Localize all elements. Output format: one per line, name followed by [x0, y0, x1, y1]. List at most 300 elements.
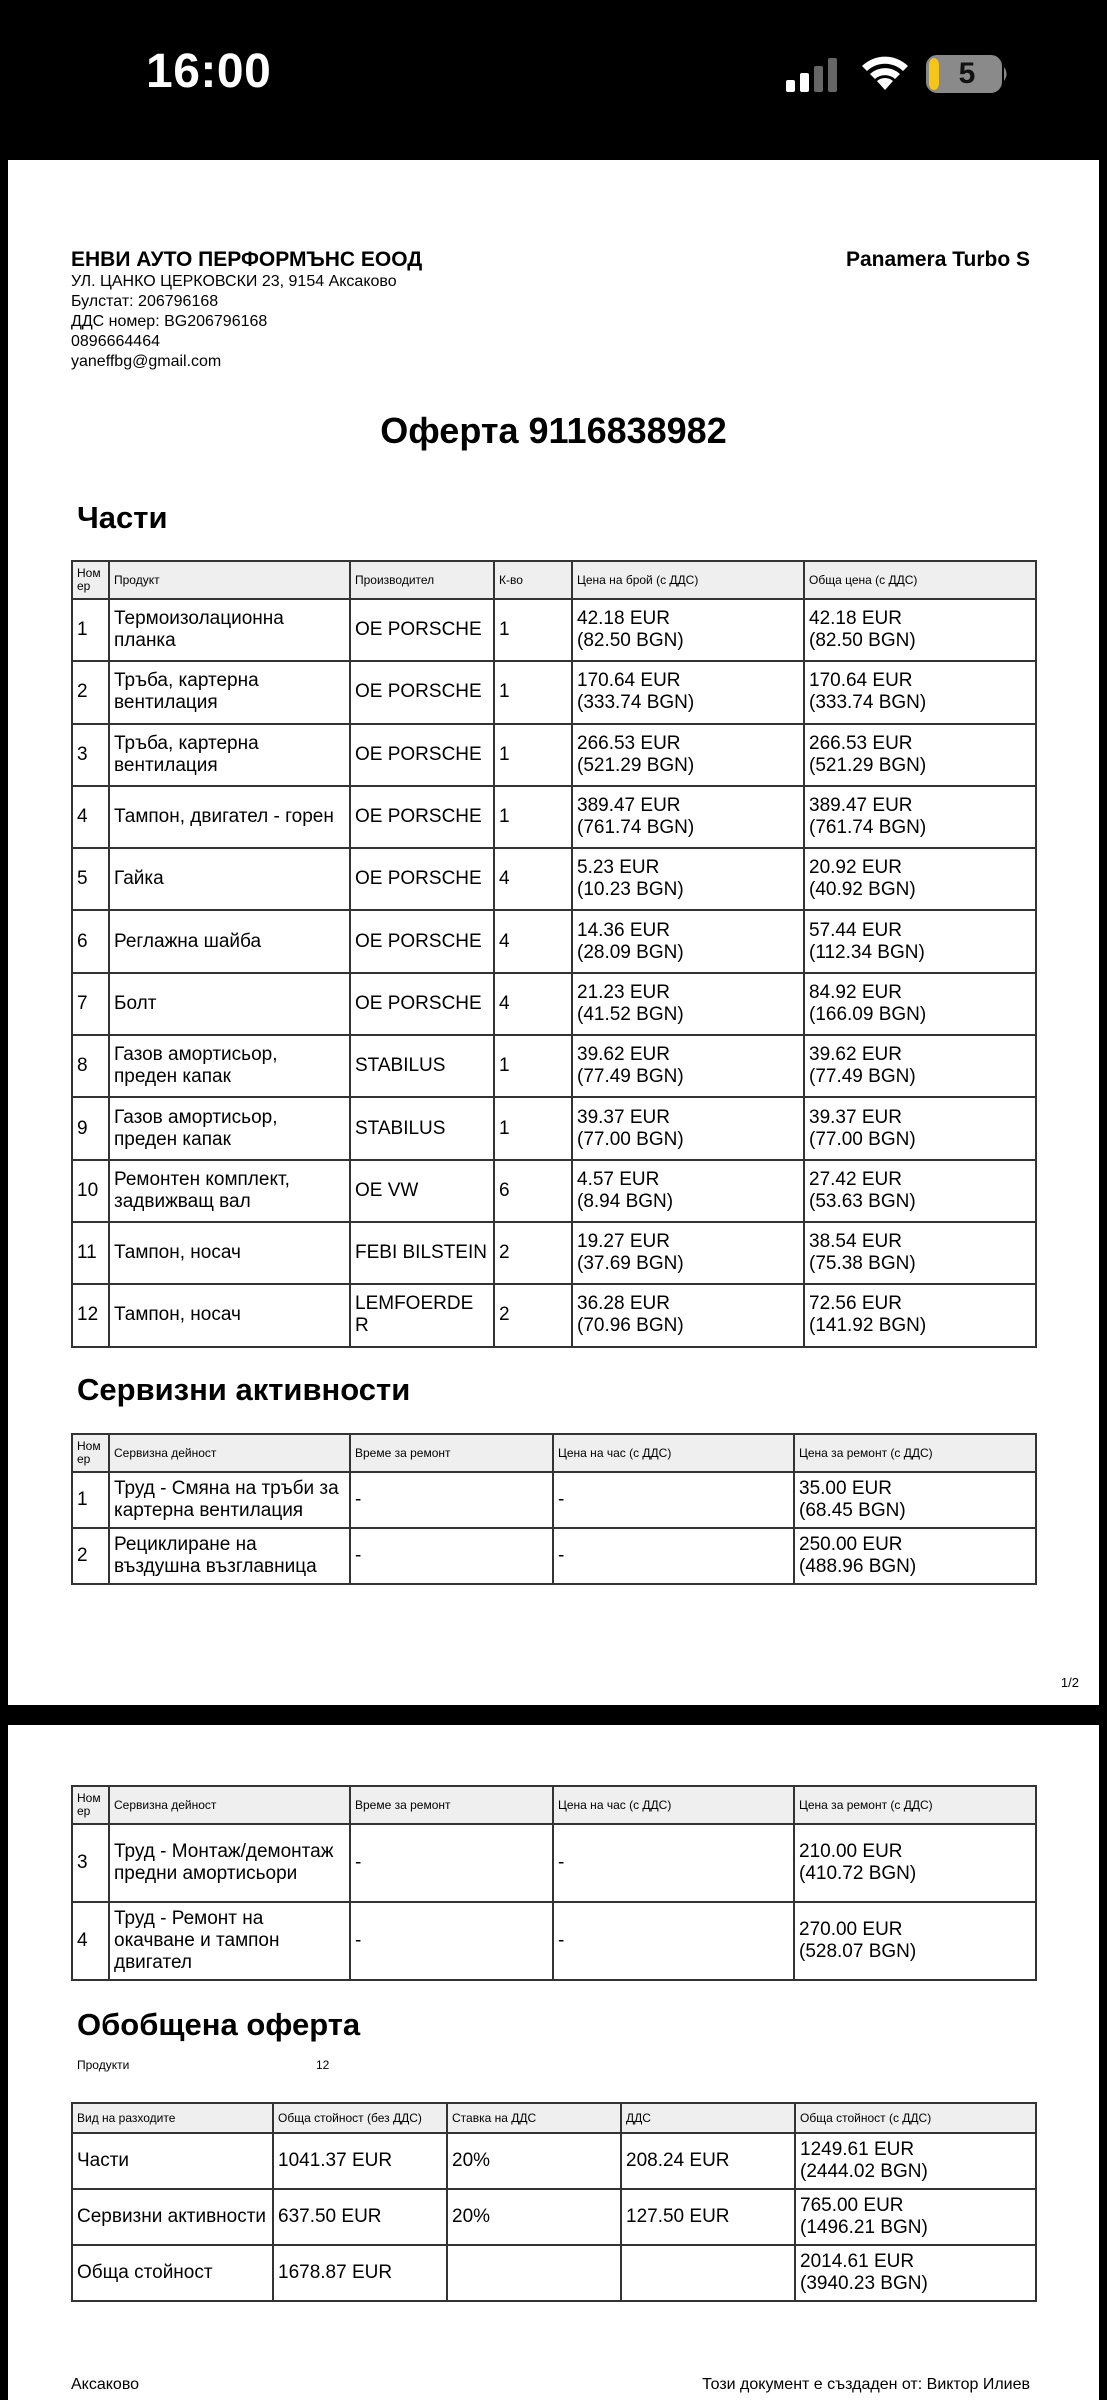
- vat-rate-text: 20%: [452, 2150, 491, 2171]
- quantity: [494, 724, 572, 786]
- product-name-text: Реглажна шайба: [114, 930, 262, 952]
- unit-price: [572, 1035, 804, 1097]
- quantity-text: 2: [499, 1304, 510, 1326]
- table-row: [72, 2245, 1036, 2301]
- hourly-rate: [553, 1528, 794, 1584]
- quantity-text: 4: [499, 868, 510, 890]
- total-price: [804, 1097, 1036, 1159]
- total-price-text: 72.56 EUR: [809, 1293, 902, 1315]
- company-phone: 0896664464: [71, 333, 160, 350]
- manufacturer-text: OE PORSCHE: [355, 868, 482, 890]
- unit-price-text: (77.49 BGN): [577, 1066, 684, 1088]
- product-name: [109, 599, 350, 661]
- repair-price-text: (528.07 BGN): [799, 1941, 917, 1962]
- repair-price: [794, 1472, 1036, 1528]
- repair-time: [350, 1472, 553, 1528]
- product-name-text: Гайка: [114, 868, 164, 890]
- table-row: [72, 1902, 1036, 1980]
- quantity-text: 4: [499, 992, 510, 1014]
- total-price: [804, 661, 1036, 723]
- repair-price-text: 35.00 EUR: [799, 1478, 892, 1499]
- manufacturer: [350, 661, 494, 723]
- total-price-text: (112.34 BGN): [809, 941, 925, 963]
- total-price: [804, 973, 1036, 1035]
- service-activity: [109, 1528, 350, 1584]
- net-total-text: 1678.87 EUR: [278, 2262, 393, 2283]
- total-price-text: 27.42 EUR: [809, 1168, 902, 1190]
- hourly-rate-text: -: [558, 1852, 565, 1873]
- product-name: [109, 910, 350, 972]
- header-number: Ном ер: [72, 561, 109, 599]
- product-name-text: Тампон, носач: [114, 1304, 241, 1326]
- table-row: [72, 848, 1036, 910]
- services-header-row: [72, 1786, 1036, 1824]
- product-name-text: Болт: [114, 992, 157, 1014]
- product-name: [109, 973, 350, 1035]
- manufacturer: [350, 1097, 494, 1159]
- summary-table: [71, 2102, 1037, 2302]
- row-number-text: 4: [77, 1930, 88, 1951]
- repair-price-text: (410.72 BGN): [799, 1863, 917, 1884]
- gross-total-text: (2444.02 BGN): [800, 2161, 928, 2182]
- total-price-text: (761.74 BGN): [809, 817, 927, 839]
- quantity: [494, 1035, 572, 1097]
- gross-total-text: (1496.21 BGN): [800, 2217, 928, 2238]
- unit-price-text: (77.00 BGN): [577, 1128, 684, 1150]
- product-name: [109, 1035, 350, 1097]
- hourly-rate: [553, 1472, 794, 1528]
- gross-total-text: (3940.23 BGN): [800, 2273, 928, 2294]
- service-activity-text: Труд - Монтаж/демонтаж предни амортисьори: [114, 1841, 334, 1884]
- total-price-text: (75.38 BGN): [809, 1253, 916, 1275]
- unit-price-text: 42.18 EUR: [577, 608, 670, 630]
- vat-amount: [621, 2189, 795, 2245]
- product-name: [109, 1284, 350, 1346]
- company-bulstat: Булстат: 206796168: [71, 293, 219, 310]
- manufacturer: [350, 1035, 494, 1097]
- summary-header-row: [72, 2103, 1036, 2133]
- repair-time-text: -: [355, 1852, 362, 1873]
- manufacturer: [350, 786, 494, 848]
- net-total-text: 637.50 EUR: [278, 2206, 382, 2227]
- net-total: [273, 2189, 447, 2245]
- repair-price-text: (68.45 BGN): [799, 1500, 906, 1521]
- manufacturer-text: OE VW: [355, 1179, 419, 1201]
- header-number: Ном ер: [72, 1434, 109, 1472]
- unit-price-text: 39.62 EUR: [577, 1044, 670, 1066]
- vat-amount-text: 208.24 EUR: [626, 2150, 730, 2171]
- table-row: [72, 1097, 1036, 1159]
- manufacturer: [350, 910, 494, 972]
- gross-total: [795, 2245, 1036, 2301]
- table-row: [72, 910, 1036, 972]
- total-price: [804, 910, 1036, 972]
- row-number-text: 7: [77, 992, 88, 1014]
- service-activity-text: Труд - Смяна на тръби за картерна вентилация: [114, 1478, 339, 1521]
- quantity: [494, 973, 572, 1035]
- repair-price: [794, 1902, 1036, 1980]
- row-number: [72, 1824, 109, 1902]
- header-activity: Сервизна дейност: [109, 1434, 350, 1472]
- hourly-rate: [553, 1824, 794, 1902]
- quantity-text: 4: [499, 930, 510, 952]
- product-name: [109, 1222, 350, 1284]
- manufacturer-text: OE PORSCHE: [355, 743, 482, 765]
- product-name-text: Газов амортисьор, преден капак: [114, 1044, 278, 1088]
- header-quantity: К-во: [494, 561, 572, 599]
- products-label: Продукти: [77, 2058, 130, 2072]
- cost-type: [72, 2133, 273, 2189]
- company-address: УЛ. ЦАНКО ЦЕРКОВСКИ 23, 9154 Аксаково: [71, 273, 397, 290]
- header-net-total: Обща стойност (без ДДС): [273, 2103, 447, 2133]
- header-cost-type: Вид на разходите: [72, 2103, 273, 2133]
- repair-price-text: 210.00 EUR: [799, 1841, 903, 1862]
- product-name-text: Тръба, картерна вентилация: [114, 732, 259, 776]
- row-number: [72, 786, 109, 848]
- header-product: Продукт: [109, 561, 350, 599]
- vehicle-model: Panamera Turbo S: [846, 248, 1030, 271]
- battery-level: 5: [958, 57, 976, 90]
- quantity-text: 1: [499, 681, 510, 703]
- page-number: 1/2: [1060, 1675, 1079, 1690]
- repair-price-text: 250.00 EUR: [799, 1534, 903, 1555]
- cost-type-text: Части: [77, 2150, 130, 2171]
- header-hourly-rate: Цена на час (с ДДС): [553, 1786, 794, 1824]
- total-price-text: (333.74 BGN): [809, 692, 927, 714]
- gross-total-text: 1249.61 EUR: [800, 2139, 915, 2160]
- product-name-text: Тампон, носач: [114, 1242, 241, 1264]
- unit-price-text: (41.52 BGN): [577, 1003, 684, 1025]
- unit-price-text: 5.23 EUR: [577, 857, 660, 879]
- product-name: [109, 1160, 350, 1222]
- total-price: [804, 1035, 1036, 1097]
- unit-price-text: (521.29 BGN): [577, 754, 695, 776]
- row-number: [72, 1528, 109, 1584]
- status-bar: [0, 0, 1107, 160]
- row-number-text: 3: [77, 1852, 88, 1873]
- vat-rate-text: 20%: [452, 2206, 491, 2227]
- services-table: [71, 1433, 1037, 1585]
- services-section-title: Сервизни активности: [77, 1372, 411, 1407]
- quantity: [494, 1284, 572, 1346]
- product-name-text: Ремонтен комплект, задвижващ вал: [114, 1168, 290, 1212]
- repair-time: [350, 1902, 553, 1980]
- cost-type: [72, 2189, 273, 2245]
- repair-time-text: -: [355, 1930, 362, 1951]
- total-price-text: (166.09 BGN): [809, 1003, 927, 1025]
- gross-total: [795, 2133, 1036, 2189]
- row-number-text: 5: [77, 868, 88, 890]
- product-name: [109, 786, 350, 848]
- services-header-row: [72, 1434, 1036, 1472]
- table-row: [72, 1528, 1036, 1584]
- row-number: [72, 1222, 109, 1284]
- unit-price-text: (70.96 BGN): [577, 1315, 684, 1337]
- row-number: [72, 910, 109, 972]
- document-page-2: [8, 1725, 1099, 2400]
- vat-rate: [447, 2189, 621, 2245]
- service-activity-text: Труд - Ремонт на окачване и тампон двигател: [114, 1908, 280, 1973]
- total-price-text: (53.63 BGN): [809, 1190, 916, 1212]
- total-price-text: 42.18 EUR: [809, 608, 902, 630]
- footer-created-by: Този документ е създаден от: Виктор Илиев: [702, 2376, 1030, 2393]
- total-price-text: (141.92 BGN): [809, 1315, 927, 1337]
- header-total-price: Обща цена (с ДДС): [804, 561, 1036, 599]
- row-number: [72, 661, 109, 723]
- company-name: ЕНВИ АУТО ПЕРФОРМЪНС ЕООД: [71, 248, 423, 271]
- manufacturer: [350, 1160, 494, 1222]
- row-number-text: 4: [77, 806, 88, 828]
- header-activity: Сервизна дейност: [109, 1786, 350, 1824]
- unit-price: [572, 661, 804, 723]
- product-name-text: Термоизолационна планка: [114, 608, 284, 652]
- header-gross-total: Обща стойност (с ДДС): [795, 2103, 1036, 2133]
- unit-price: [572, 848, 804, 910]
- unit-price-text: 14.36 EUR: [577, 919, 670, 941]
- cost-type: [72, 2245, 273, 2301]
- row-number: [72, 1160, 109, 1222]
- row-number: [72, 599, 109, 661]
- header-repair-time: Време за ремонт: [350, 1434, 553, 1472]
- total-price-text: 57.44 EUR: [809, 919, 902, 941]
- table-row: [72, 661, 1036, 723]
- unit-price: [572, 1160, 804, 1222]
- gross-total-text: 765.00 EUR: [800, 2195, 904, 2216]
- repair-time-text: -: [355, 1489, 362, 1510]
- header-repair-price: Цена за ремонт (с ДДС): [794, 1786, 1036, 1824]
- quantity: [494, 848, 572, 910]
- quantity-text: 1: [499, 1117, 510, 1139]
- total-price-text: (40.92 BGN): [809, 879, 916, 901]
- manufacturer-text: OE PORSCHE: [355, 619, 482, 641]
- cellular-signal-icon: [784, 58, 844, 92]
- document-page-1: [8, 160, 1099, 1705]
- product-name-text: Тампон, двигател - горен: [114, 806, 334, 828]
- quantity: [494, 1222, 572, 1284]
- quantity-text: 1: [499, 619, 510, 641]
- total-price-text: 20.92 EUR: [809, 857, 902, 879]
- header-manufacturer: Производител: [350, 561, 494, 599]
- unit-price-text: (10.23 BGN): [577, 879, 684, 901]
- manufacturer-text: OE PORSCHE: [355, 992, 482, 1014]
- table-row: [72, 973, 1036, 1035]
- row-number: [72, 724, 109, 786]
- unit-price-text: 4.57 EUR: [577, 1168, 660, 1190]
- row-number-text: 1: [77, 619, 88, 641]
- unit-price: [572, 1284, 804, 1346]
- product-name-text: Тръба, картерна вентилация: [114, 670, 259, 714]
- vat-amount: [621, 2245, 795, 2301]
- header-repair-price: Цена за ремонт (с ДДС): [794, 1434, 1036, 1472]
- vat-amount-text: 127.50 EUR: [626, 2206, 730, 2227]
- table-row: [72, 786, 1036, 848]
- row-number: [72, 1284, 109, 1346]
- table-row: [72, 1824, 1036, 1902]
- row-number: [72, 1035, 109, 1097]
- product-name: [109, 1097, 350, 1159]
- row-number-text: 1: [77, 1489, 88, 1510]
- row-number-text: 12: [77, 1304, 99, 1326]
- row-number-text: 6: [77, 930, 88, 952]
- gross-total-text: 2014.61 EUR: [800, 2251, 915, 2272]
- table-row: [72, 1472, 1036, 1528]
- total-price: [804, 1160, 1036, 1222]
- row-number-text: 2: [77, 681, 88, 703]
- product-name-text: Газов амортисьор, преден капак: [114, 1106, 278, 1150]
- quantity: [494, 910, 572, 972]
- header-hourly-rate: Цена на час (с ДДС): [553, 1434, 794, 1472]
- footer-place: Аксаково: [71, 2376, 140, 2393]
- row-number: [72, 973, 109, 1035]
- vat-rate: [447, 2245, 621, 2301]
- product-name: [109, 724, 350, 786]
- unit-price-text: (28.09 BGN): [577, 941, 684, 963]
- unit-price-text: (761.74 BGN): [577, 817, 695, 839]
- cost-type-text: Обща стойност: [77, 2262, 213, 2283]
- total-price-text: (77.49 BGN): [809, 1066, 916, 1088]
- service-activity: [109, 1472, 350, 1528]
- unit-price-text: 21.23 EUR: [577, 981, 670, 1003]
- unit-price: [572, 724, 804, 786]
- row-number: [72, 1097, 109, 1159]
- manufacturer: [350, 599, 494, 661]
- services-table-continued: [71, 1785, 1037, 1981]
- unit-price: [572, 599, 804, 661]
- header-number: Ном ер: [72, 1786, 109, 1824]
- net-total-text: 1041.37 EUR: [278, 2150, 393, 2171]
- total-price-text: 84.92 EUR: [809, 981, 902, 1003]
- net-total: [273, 2133, 447, 2189]
- manufacturer-text: STABILUS: [355, 1055, 446, 1077]
- table-row: [72, 2133, 1036, 2189]
- unit-price-text: 266.53 EUR: [577, 732, 681, 754]
- total-price: [804, 786, 1036, 848]
- unit-price-text: 36.28 EUR: [577, 1293, 670, 1315]
- row-number-text: 9: [77, 1117, 88, 1139]
- manufacturer-text: OE PORSCHE: [355, 806, 482, 828]
- quantity-text: 1: [499, 743, 510, 765]
- total-price-text: 38.54 EUR: [809, 1231, 902, 1253]
- unit-price: [572, 1097, 804, 1159]
- repair-price: [794, 1528, 1036, 1584]
- repair-time: [350, 1824, 553, 1902]
- table-row: [72, 724, 1036, 786]
- hourly-rate-text: -: [558, 1489, 565, 1510]
- quantity-text: 2: [499, 1242, 510, 1264]
- repair-price-text: (488.96 BGN): [799, 1556, 917, 1577]
- table-row: [72, 599, 1036, 661]
- manufacturer-text: FEBI BILSTEIN: [355, 1242, 487, 1264]
- quantity: [494, 786, 572, 848]
- unit-price-text: 19.27 EUR: [577, 1231, 670, 1253]
- parts-section-title: Части: [77, 500, 168, 535]
- repair-time-text: -: [355, 1545, 362, 1566]
- unit-price: [572, 910, 804, 972]
- row-number: [72, 1902, 109, 1980]
- manufacturer: [350, 848, 494, 910]
- total-price-text: 39.37 EUR: [809, 1106, 902, 1128]
- header-vat: ДДС: [621, 2103, 795, 2133]
- company-vat: ДДС номер: BG206796168: [71, 313, 268, 330]
- total-price: [804, 599, 1036, 661]
- table-row: [72, 1160, 1036, 1222]
- quantity: [494, 1160, 572, 1222]
- products-count: 12: [316, 2058, 330, 2072]
- vat-amount: [621, 2133, 795, 2189]
- repair-price: [794, 1824, 1036, 1902]
- unit-price-text: (37.69 BGN): [577, 1253, 684, 1275]
- unit-price-text: 39.37 EUR: [577, 1106, 670, 1128]
- row-number: [72, 848, 109, 910]
- manufacturer: [350, 724, 494, 786]
- service-activity: [109, 1902, 350, 1980]
- repair-price-text: 270.00 EUR: [799, 1919, 903, 1940]
- quantity: [494, 599, 572, 661]
- quantity: [494, 1097, 572, 1159]
- row-number-text: 10: [77, 1179, 99, 1201]
- header-repair-time: Време за ремонт: [350, 1786, 553, 1824]
- row-number-text: 2: [77, 1545, 88, 1566]
- unit-price-text: (333.74 BGN): [577, 692, 695, 714]
- unit-price-text: (82.50 BGN): [577, 630, 684, 652]
- manufacturer: [350, 1284, 494, 1346]
- total-price: [804, 848, 1036, 910]
- table-row: [72, 2189, 1036, 2245]
- total-price: [804, 1222, 1036, 1284]
- parts-table: [71, 560, 1037, 1348]
- service-activity-text: Рециклиране на въздушна възглавница: [114, 1534, 317, 1577]
- total-price: [804, 724, 1036, 786]
- hourly-rate: [553, 1902, 794, 1980]
- offer-title: Оферта 9116838982: [380, 410, 727, 451]
- total-price: [804, 1284, 1036, 1346]
- table-row: [72, 1284, 1036, 1346]
- manufacturer: [350, 973, 494, 1035]
- product-name: [109, 848, 350, 910]
- summary-section-title: Обобщена оферта: [77, 2007, 361, 2042]
- company-email[interactable]: yaneffbg@gmail.com: [71, 353, 222, 370]
- parts-header-row: [72, 561, 1036, 599]
- manufacturer-text: LEMFOERDE R: [355, 1293, 474, 1337]
- manufacturer: [350, 1222, 494, 1284]
- row-number-text: 8: [77, 1055, 88, 1077]
- product-name: [109, 661, 350, 723]
- manufacturer-text: STABILUS: [355, 1117, 446, 1139]
- status-time: 16:00: [146, 45, 272, 98]
- quantity-text: 1: [499, 1055, 510, 1077]
- total-price-text: (521.29 BGN): [809, 754, 927, 776]
- quantity: [494, 661, 572, 723]
- table-row: [72, 1222, 1036, 1284]
- table-row: [72, 1035, 1036, 1097]
- row-number-text: 3: [77, 743, 88, 765]
- row-number-text: 11: [77, 1242, 97, 1264]
- service-activity: [109, 1824, 350, 1902]
- quantity-text: 6: [499, 1179, 510, 1201]
- vat-rate: [447, 2133, 621, 2189]
- unit-price-text: (8.94 BGN): [577, 1190, 674, 1212]
- manufacturer-text: OE PORSCHE: [355, 930, 482, 952]
- net-total: [273, 2245, 447, 2301]
- gross-total: [795, 2189, 1036, 2245]
- header-vat-rate: Ставка на ДДС: [447, 2103, 621, 2133]
- cost-type-text: Сервизни активности: [77, 2206, 267, 2227]
- repair-time: [350, 1528, 553, 1584]
- row-number: [72, 1472, 109, 1528]
- wifi-icon: [860, 54, 910, 92]
- manufacturer-text: OE PORSCHE: [355, 681, 482, 703]
- unit-price: [572, 973, 804, 1035]
